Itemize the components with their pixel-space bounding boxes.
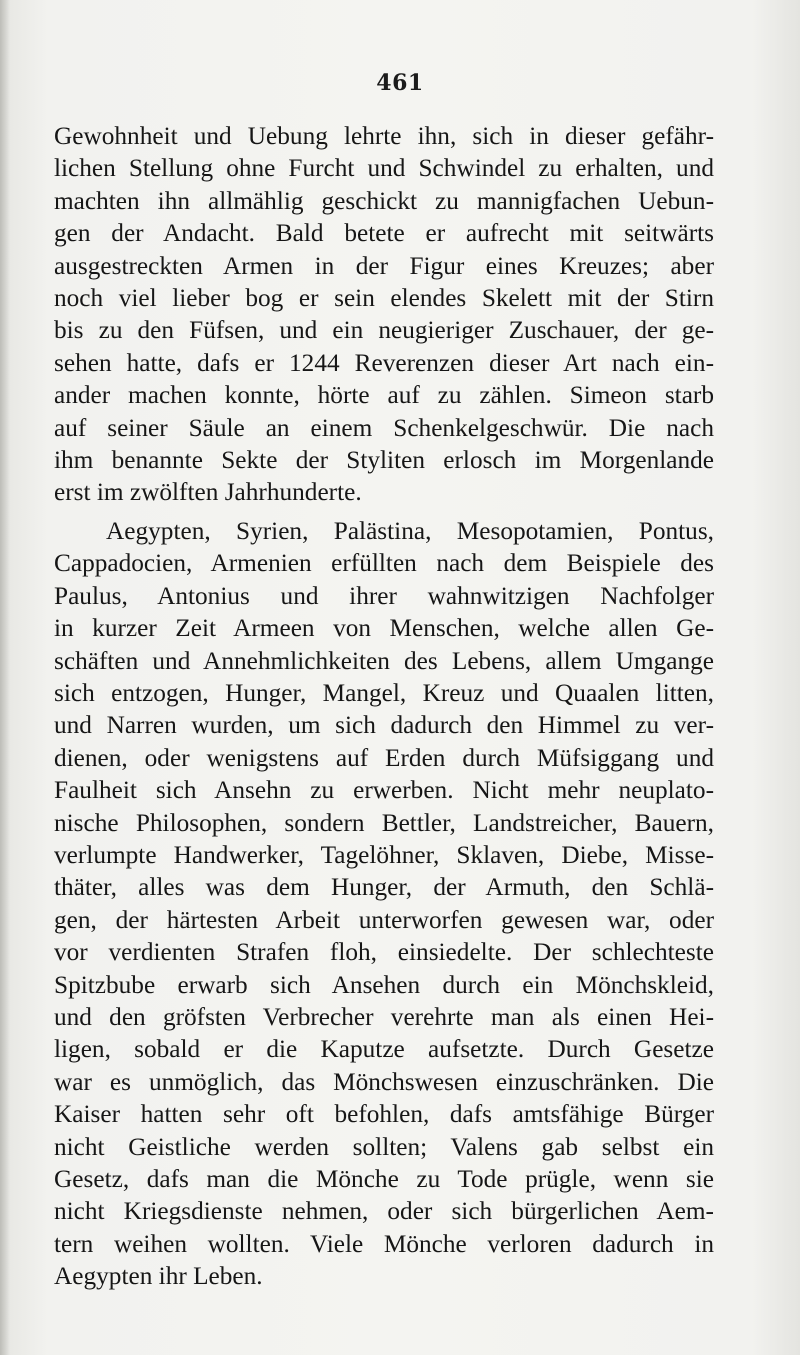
text-line: Aegypten, Syrien, Palästina, Mesopotamien, Pontus, [106, 516, 714, 545]
text-line: war es unmöglich, das Mönchswesen einzuschränken. Die [54, 1067, 714, 1096]
text-line: ander machen konnte, hörte auf zu zählen. Simeon starb [54, 381, 714, 410]
text-line: Kaiser hatten sehr oft befohlen, dafs amtsfähige Bürger [54, 1100, 714, 1129]
body-text [54, 120, 714, 1293]
text-line: tern weihen wollten. Viele Mönche verloren dadurch in [54, 1229, 714, 1258]
text-line: dienen, oder wenigstens auf Erden durch Müfsiggang und [54, 743, 714, 772]
text-line: nicht Geistliche werden sollten; Valens gab selbst ein [54, 1132, 714, 1161]
text-line: auf seiner Säule an einem Schenkelgeschwür. Die nach [54, 413, 714, 442]
page-edge-shadow [0, 0, 10, 1355]
text-line: Spitzbube erwarb sich Ansehen durch ein Mönchskleid, [54, 970, 714, 999]
text-line: Gesetz, dafs man die Mönche zu Tode prügle, wenn sie [54, 1165, 714, 1193]
text-line: erst im zwölften Jahrhunderte. [54, 478, 362, 507]
text-line: gen der Andacht. Bald betete er aufrecht mit seitwärts [54, 219, 714, 248]
text-line: Gewohnheit und Uebung lehrte ihn, sich in dieser gefähr- [54, 122, 714, 150]
text-line: nische Philosophen, sondern Bettler, Landstreicher, Bauern, [54, 808, 714, 837]
text-line: Cappadocien, Armenien erfüllten nach dem Beispiele des [54, 549, 714, 578]
text-line: lichen Stellung ohne Furcht und Schwindel zu erhalten, und [54, 154, 714, 183]
text-line: verlumpte Handwerker, Tagelöhner, Sklaven, Diebe, Misse- [54, 840, 714, 869]
text-line: Paulus, Antonius und ihrer wahnwitzigen Nachfolger [54, 581, 714, 610]
text-line: und Narren wurden, um sich dadurch den Himmel zu ver- [54, 711, 714, 740]
text-line: nicht Kriegsdienste nehmen, oder sich bürgerlichen Aem- [54, 1197, 714, 1226]
text-line: noch viel lieber bog er sein elendes Skelett mit der Stirn [54, 284, 714, 313]
page-number: 461 [376, 70, 424, 96]
text-line: schäften und Annehmlichkeiten des Lebens, allem Umgange [54, 646, 714, 675]
text-line: sich entzogen, Hunger, Mangel, Kreuz und Quaalen litten, [54, 678, 714, 707]
text-line: bis zu den Füfsen, und ein neugieriger Zuschauer, der ge- [54, 316, 714, 345]
text-line: sehen hatte, dafs er 1244 Reverenzen dieser Art nach ein- [54, 348, 714, 377]
text-line: Aegypten ihr Leben. [54, 1262, 263, 1291]
text-line: gen, der härtesten Arbeit unterworfen gewesen war, oder [54, 905, 714, 934]
text-line: vor verdienten Strafen floh, einsiedelte. Der schlechteste [54, 938, 714, 967]
text-line: ihm benannte Sekte der Styliten erlosch im Morgenlande [54, 446, 714, 475]
text-line: ligen, sobald er die Kaputze aufsetzte. Durch Gesetze [54, 1035, 714, 1064]
text-line: in kurzer Zeit Armeen von Menschen, welche allen Ge- [54, 614, 714, 643]
text-line: Faulheit sich Ansehn zu erwerben. Nicht mehr neuplato- [54, 776, 714, 805]
text-line: machten ihn allmählig geschickt zu mannigfachen Uebun- [54, 186, 714, 215]
text-line: ausgestreckten Armen in der Figur eines Kreuzes; aber [54, 251, 714, 280]
text-line: thäter, alles was dem Hunger, der Armuth, den Schlä- [54, 873, 714, 902]
text-line: und den gröfsten Verbrecher verehrte man als einen Hei- [54, 1002, 714, 1031]
